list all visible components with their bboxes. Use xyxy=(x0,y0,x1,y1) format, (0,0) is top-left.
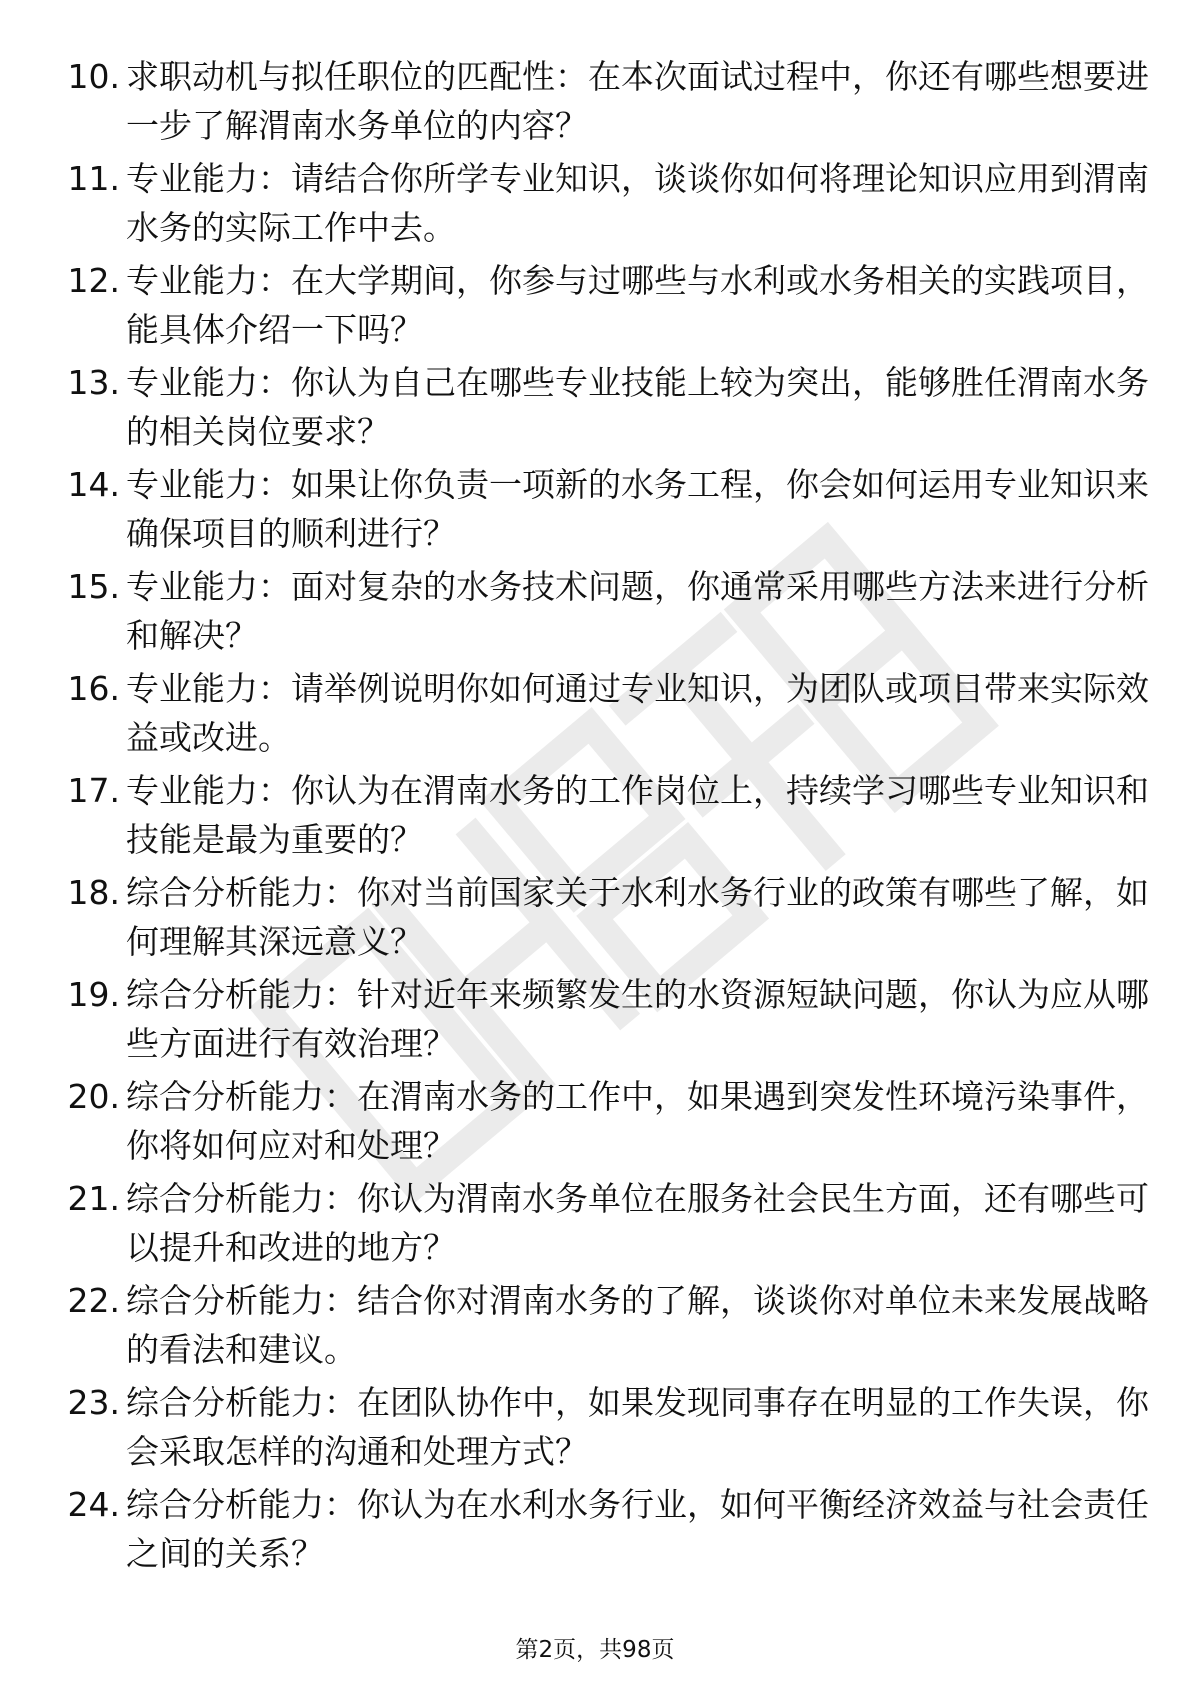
question-number: 24. xyxy=(67,1485,120,1524)
question-text: 专业能力：请结合你所学专业知识，谈谈你如何将理论知识应用到渭南水务的实际工作中去。 xyxy=(126,159,1149,247)
list-item xyxy=(58,460,1149,562)
list-item xyxy=(58,1072,1149,1174)
list-item xyxy=(58,154,1149,256)
question-number: 12. xyxy=(67,261,120,300)
list-item xyxy=(58,970,1149,1072)
question-number: 10. xyxy=(67,57,120,96)
question-number: 19. xyxy=(67,975,120,1014)
page-number-label: 第2页，共98页 xyxy=(515,1637,675,1663)
question-list xyxy=(58,52,1149,1582)
page-footer xyxy=(0,1631,1190,1664)
question-number: 11. xyxy=(67,159,120,198)
question-number: 22. xyxy=(67,1281,120,1320)
question-number: 18. xyxy=(67,873,120,912)
question-text: 综合分析能力：结合你对渭南水务的了解，谈谈你对单位未来发展战略的看法和建议。 xyxy=(126,1281,1149,1369)
list-item xyxy=(58,664,1149,766)
list-item xyxy=(58,1480,1149,1582)
question-text: 求职动机与拟任职位的匹配性：在本次面试过程中，你还有哪些想要进一步了解渭南水务单位的内容？ xyxy=(126,57,1149,145)
question-text: 专业能力：请举例说明你如何通过专业知识，为团队或项目带来实际效益或改进。 xyxy=(126,669,1149,757)
list-item xyxy=(58,1378,1149,1480)
list-item xyxy=(58,358,1149,460)
question-number: 21. xyxy=(67,1179,120,1218)
question-text: 专业能力：你认为在渭南水务的工作岗位上，持续学习哪些专业知识和技能是最为重要的？ xyxy=(126,771,1149,859)
question-number: 13. xyxy=(67,363,120,402)
question-number: 17. xyxy=(67,771,120,810)
question-number: 23. xyxy=(67,1383,120,1422)
question-text: 综合分析能力：你认为在水利水务行业，如何平衡经济效益与社会责任之间的关系？ xyxy=(126,1485,1149,1573)
question-text: 专业能力：如果让你负责一项新的水务工程，你会如何运用专业知识来确保项目的顺利进行？ xyxy=(126,465,1149,553)
list-item xyxy=(58,562,1149,664)
question-text: 专业能力：在大学期间，你参与过哪些与水利或水务相关的实践项目，能具体介绍一下吗？ xyxy=(126,261,1149,349)
question-number: 16. xyxy=(67,669,120,708)
question-text: 综合分析能力：你认为渭南水务单位在服务社会民生方面，还有哪些可以提升和改进的地方？ xyxy=(126,1179,1149,1267)
question-text: 综合分析能力：在团队协作中，如果发现同事存在明显的工作失误，你会采取怎样的沟通和处理方式？ xyxy=(126,1383,1149,1471)
list-item xyxy=(58,868,1149,970)
list-item xyxy=(58,1276,1149,1378)
question-text: 专业能力：你认为自己在哪些专业技能上较为突出，能够胜任渭南水务的相关岗位要求？ xyxy=(126,363,1149,451)
list-item xyxy=(58,766,1149,868)
question-number: 14. xyxy=(67,465,120,504)
list-item xyxy=(58,256,1149,358)
question-number: 20. xyxy=(67,1077,120,1116)
list-item xyxy=(58,1174,1149,1276)
question-text: 专业能力：面对复杂的水务技术问题，你通常采用哪些方法来进行分析和解决？ xyxy=(126,567,1149,655)
question-text: 综合分析能力：你对当前国家关于水利水务行业的政策有哪些了解，如何理解其深远意义？ xyxy=(126,873,1149,961)
question-text: 综合分析能力：针对近年来频繁发生的水资源短缺问题，你认为应从哪些方面进行有效治理？ xyxy=(126,975,1149,1063)
question-text: 综合分析能力：在渭南水务的工作中，如果遇到突发性环境污染事件，你将如何应对和处理？ xyxy=(126,1077,1149,1165)
question-number: 15. xyxy=(67,567,120,606)
list-item xyxy=(58,52,1149,154)
